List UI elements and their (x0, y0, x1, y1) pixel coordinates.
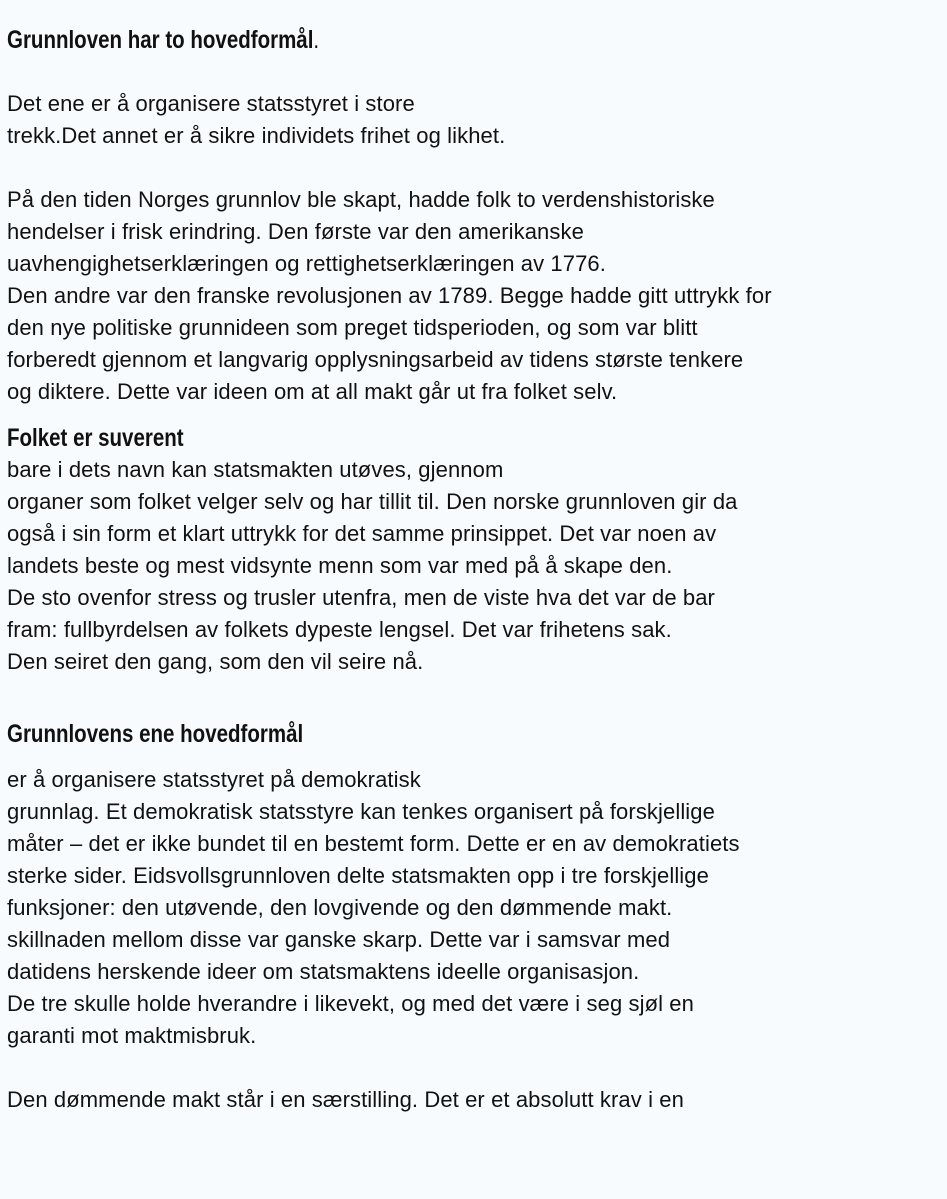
judiciary-paragraph (7, 1084, 947, 1116)
heading-folket-suverent: Folket er suverent (7, 424, 184, 452)
text-line: landets beste og mest vidsynte menn som var med på å skape den. (7, 553, 673, 578)
text-line: forberedt gjennom et langvarig opplysningsarbeid av tidens største tenkere (7, 347, 744, 372)
text-line: også i sin form et klart uttrykk for det samme prinsippet. Det var noen av (7, 521, 717, 546)
text-line: garanti mot maktmisbruk. (7, 1023, 257, 1048)
heading-grunnlovens-formal: Grunnlovens ene hovedformål (7, 720, 304, 748)
text-line: På den tiden Norges grunnlov ble skapt, hadde folk to verdenshistoriske (7, 187, 715, 212)
heading-hovedformal-suffix: . (313, 26, 320, 54)
text-line: sterke sider. Eidsvollsgrunnloven delte statsmakten opp i tre forskjellige (7, 863, 709, 888)
heading-hovedformal (7, 24, 778, 56)
sovereignty-paragraph (7, 454, 947, 678)
text-line: bare i dets navn kan statsmakten utøves, gjennom (7, 457, 504, 482)
text-line: måter – det er ikke bundet til en bestemt form. Dette er en av demokratiets (7, 831, 740, 856)
text-line: uavhengighetserklæringen og rettighetserklæringen av 1776. (7, 251, 606, 276)
text-line: datidens herskende ideer om statsmaktens ideelle organisasjon. (7, 959, 640, 984)
text-line: Den andre var den franske revolusjonen av 1789. Begge hadde gitt uttrykk for (7, 283, 772, 308)
text-line: er å organisere statsstyret på demokratisk (7, 767, 421, 792)
text-line: skillnaden mellom disse var ganske skarp. Dette var i samsvar med (7, 927, 671, 952)
text-line: hendelser i frisk erindring. Den første var den amerikanske (7, 219, 584, 244)
heading-hovedformal-text: Grunnloven har to hovedformål (7, 26, 314, 54)
text-line: grunnlag. Et demokratisk statsstyre kan tenkes organisert på forskjellige (7, 799, 715, 824)
text-line: den nye politiske grunnideen som preget tidsperioden, og som var blitt (7, 315, 698, 340)
text-line: Den seiret den gang, som den vil seire nå. (7, 649, 424, 674)
history-paragraph (7, 184, 947, 408)
text-line: trekk.Det annet er å sikre individets frihet og likhet. (7, 123, 506, 148)
organisation-paragraph (7, 764, 947, 1052)
text-line: funksjoner: den utøvende, den lovgivende og den dømmende makt. (7, 895, 673, 920)
text-line: organer som folket velger selv og har tillit til. Den norske grunnloven gir da (7, 489, 738, 514)
text-line: De tre skulle holde hverandre i likevekt, og med det være i seg sjøl en (7, 991, 694, 1016)
text-line: og diktere. Dette var ideen om at all makt går ut fra folket selv. (7, 379, 618, 404)
text-line: Den dømmende makt står i en særstilling. Det er et absolutt krav i en (7, 1087, 684, 1112)
text-line: Det ene er å organisere statsstyret i store (7, 91, 415, 116)
intro-paragraph (7, 88, 947, 152)
text-line: fram: fullbyrdelsen av folkets dypeste lengsel. Det var frihetens sak. (7, 617, 672, 642)
text-line: De sto ovenfor stress og trusler utenfra, men de viste hva det var de bar (7, 585, 715, 610)
